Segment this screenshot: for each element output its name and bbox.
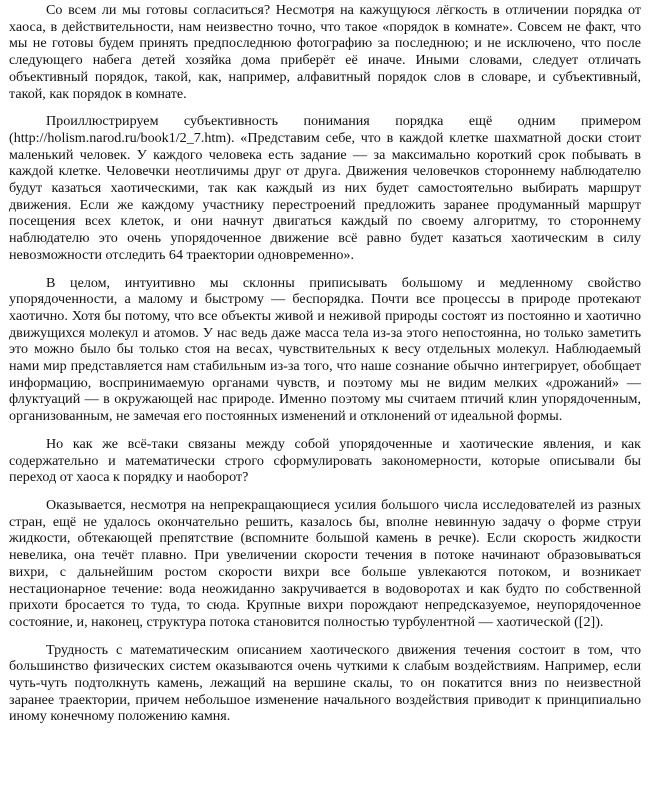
paragraph-intuition-order: В целом, интуитивно мы склонны приписывать большому и медленному свойство упорядоченности, а малому и быстрому — беспорядка. Почти все процессы в природе протекают хаотично. Хотя бы потому, что все объекты живой и неживой природы состоят из постоянно и хаотично движущихся молекул и атомов. У нас ведь даже масса тела из-за этого непостоянна, но только заметить это можно было бы только стоя на весах, чувствительных к весу отдельных молекул. Наблюдаемый нами мир представляется нам стабильным из-за того, что наше сознание обычно интегрирует, обобщает информацию, воспринимаемую органами чувств, и поэтому мы не видим мелких «дрожаний» — флуктуаций — в окружающей нас природе. Именно поэтому мы считаем птичий клин упорядоченным, организованным, не замечая его постоянных изменений и отклонений от идеальной формы.: [9, 274, 641, 425]
paragraph-turbulence: Оказывается, несмотря на непрекращающиеся усилия большого числа исследователей из разных стран, ещё не удалось окончательно решить, казалось бы, вполне невинную задачу о форме струи жидкости, обтекающей препятствие (вспомните большой камень в речке). Если скорость жидкости невелика, она течёт плавно. При увеличении скорости течения в потоке начинают образовываться вихри, с дальнейшим ростом скорости вихри все больше увлекаются потоком, и возникает нестационарное течение: вода неожиданно закручивается в водоворотах и как будто по собственной прихоти бросается то туда, то сюда. Крупные вихри порождают непредсказуемое, неупорядоченное состояние, и, наконец, структура потока становится полностью турбулентной — хаотической ([2]).: [9, 496, 641, 630]
paragraph-question: Но как же всё-таки связаны между собой упорядоченные и хаотические явления, и как содержательно и математически строго сформулировать закономерности, которые описывали бы переход от хаоса к порядку и наоборот?: [9, 435, 641, 486]
paragraph-order-subjectivity: Со всем ли мы готовы согласиться? Несмотря на кажущуюся лёгкость в отличении порядка от хаоса, в действительности, нам неизвестно точно, что такое «порядок в комнате». Совсем не факт, что мы не готовы будем принять предпоследнюю фотографию за последнюю; и не исключено, что после следующего набега детей хозяйка дома приберёт её иначе. Иными словами, следует отличать объективный порядок, такой, как, например, алфавитный порядок слов в словаре, и субъективный, такой, как порядок в комнате.: [9, 2, 641, 102]
paragraph-chessboard-example: Проиллюстрируем субъективность понимания порядка ещё одним примером (http://holism.narod.ru/book1/2_7.htm). «Представим себе, что в каждой клетке шахматной доски стоит маленький человек. У каждого человека есть задание — за максимально короткий срок побывать в каждой клетке. Человечки неотличимы друг от друга. Движения человечков стороннему наблюдателю будут казаться хаотическими, так как каждый из них будет самостоятельно выбирать маршрут движения. Если же каждому участнику перестроений предложить заранее продуманный маршрут посещения всех клеток, и они начнут двигаться каждый по своему алгоритму, то стороннему наблюдателю это очень упорядоченное движение всё равно будет казаться хаотическим в силу невозможности отследить 64 траектории одновременно».: [9, 113, 641, 263]
paragraph-sensitivity: Трудность с математическим описанием хаотического движения течения состоит в том, что большинство физических систем оказываются очень чуткими к слабым воздействиям. Например, если чуть-чуть подтолкнуть камень, лежащий на вершине скалы, то он покатится вниз по неизвестной заранее траектории, причем небольшое изменение начального воздействия приводит к принципиально иному конечному положению камня.: [9, 641, 641, 725]
